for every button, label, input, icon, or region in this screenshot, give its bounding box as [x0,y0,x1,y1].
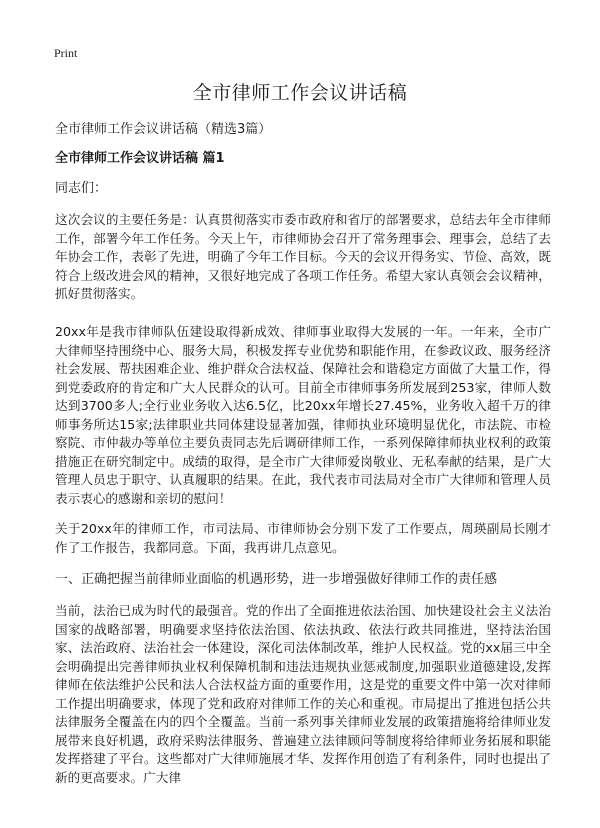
paragraph: 当前，法治已成为时代的最强音。党的作出了全面推进依法治国、加快建设社会主义法治国家的战略部署，明确要求坚持依法治国、依法执政、依法行政共同推进，坚持法治国家、法治政府、法治社会一体建设，深化司法体制改革，维护人民权益。党的xx届三中全会明确提出完善律师执业权利保障机制和违法违规执业惩戒制度,加强职业道德建设,发挥律师在依法维护公民和法人合法权益方面的重要作用，这是党的重要文件中第一次对律师工作提出明确要求，体现了党和政府对律师工作的关心和重视。市局提出了推进包括公共法律服务全覆盖在内的四个全覆盖。当前一系列事关律师业发展的政策措施将给律师业发展带来良好机遇，政府采购法律服务、普遍建立法律顾问等制度将给律师业务拓展和职能发挥搭建了平台。这些都对广大律师施展才华、发挥作用创造了有利条件，同时也提出了新的更高要求。广大律 [55,603,551,785]
paragraph: 这次会议的主要任务是：认真贯彻落实市委市政府和省厅的部署要求，总结去年全市律师工作，部署今年工作任务。今天上午，市律师协会召开了常务理事会、理事会，总结了去年协会工作，表彰了先进，明确了今年工作目标。今天的会议开得务实、节俭、高效，既符合上级改进会风的精神，又很好地完成了各项工作任务。希望大家认真领会会议精神，抓好贯彻落实。 [55,212,551,301]
section-heading: 全市律师工作会议讲话稿 篇1 [55,151,225,166]
subsection-heading: 一、正确把握当前律师业面临的机遇形势，进一步增强做好律师工作的责任感 [55,572,498,587]
greeting: 同志们： [55,181,108,196]
print-label: Print [54,46,78,60]
document-title: 全市律师工作会议讲话稿 [192,82,408,104]
paragraph: 关于20xx年的律师工作，市司法局、市律师协会分别下发了工作要点，周瑛副局长刚才作了工作报告，我都同意。下面，我再讲几点意见。 [55,521,551,555]
paragraph: 20xx年是我市律师队伍建设取得新成效、律师事业取得大发展的一年。一年来，全市广大律师坚持围绕中心、服务大局，积极发挥专业优势和职能作用，在参政议政、服务经济社会发展、帮扶困难企业、维护群众合法权益、保障社会和谐稳定方面做了大量工作，得到党委政府的肯定和广大人民群众的认可。目前全市律师事务所发展到253家，律师人数达到3700多人;全行业业务收入达6.5亿，比20xx年增长27.45%，业务收入超千万的律师事务所达15家;法律职业共同体建设显著加强，律师执业环境明显优化，市法院、市检察院、市仲裁办等单位主要负责同志先后调研律师工作，一系列保障律师执业权利的政策措施正在研究制定中。成绩的取得，是全市广大律师爱岗敬业、无私奉献的结果，是广大管理人员忠于职守、认真履职的结果。在此，我代表市司法局对全市广大律师和管理人员表示衷心的感谢和亲切的慰问！ [55,324,551,506]
document-subtitle: 全市律师工作会议讲话稿（精选3篇） [55,122,272,137]
